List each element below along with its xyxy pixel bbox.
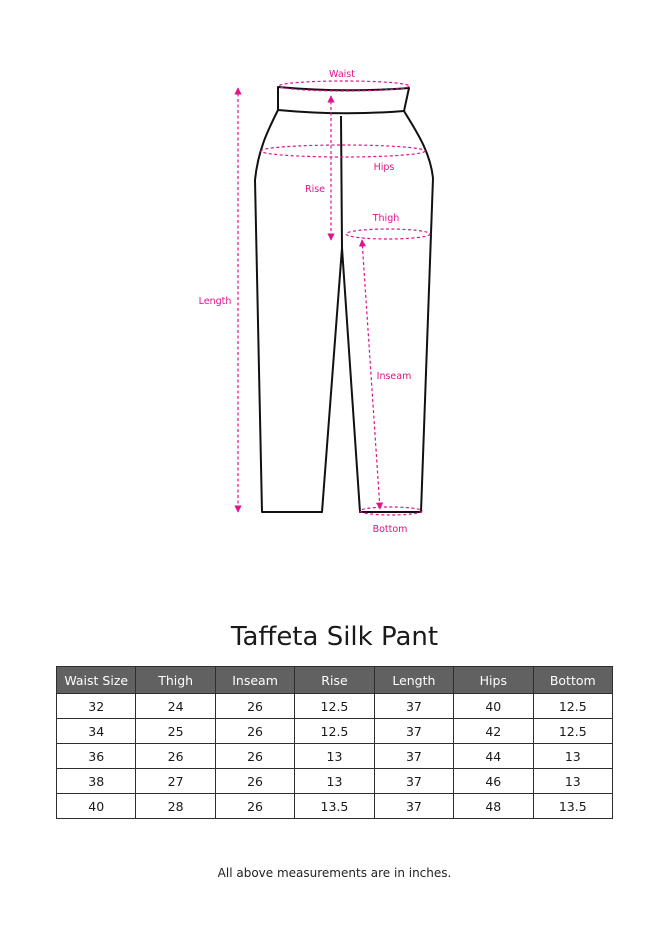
pant-outline — [255, 87, 433, 512]
cell-waist-size: 36 — [57, 744, 136, 769]
bottom-label: Bottom — [372, 524, 408, 535]
cell-hips: 40 — [454, 694, 533, 719]
cell-waist-size: 32 — [57, 694, 136, 719]
cell-waist-size: 34 — [57, 719, 136, 744]
cell-rise: 13 — [295, 744, 374, 769]
cell-hips: 46 — [454, 769, 533, 794]
cell-rise: 13 — [295, 769, 374, 794]
cell-rise: 13.5 — [295, 794, 374, 819]
cell-waist-size: 38 — [57, 769, 136, 794]
cell-bottom: 13 — [533, 744, 612, 769]
cell-rise: 12.5 — [295, 719, 374, 744]
thigh-label: Thigh — [372, 213, 400, 224]
cell-thigh: 28 — [136, 794, 215, 819]
cell-rise: 12.5 — [295, 694, 374, 719]
cell-length: 37 — [374, 719, 453, 744]
length-label: Length — [198, 296, 232, 307]
header-length: Length — [374, 667, 453, 694]
header-hips: Hips — [454, 667, 533, 694]
cell-thigh: 27 — [136, 769, 215, 794]
header-rise: Rise — [295, 667, 374, 694]
table-row — [57, 719, 613, 744]
hips-guide — [261, 145, 425, 157]
cell-inseam: 26 — [215, 744, 294, 769]
cell-hips: 48 — [454, 794, 533, 819]
cell-length: 37 — [374, 694, 453, 719]
measurement-unit-note: All above measurements are in inches. — [217, 866, 452, 880]
hips-label: Hips — [373, 162, 395, 173]
table-row — [57, 694, 613, 719]
size-chart-table — [56, 666, 613, 819]
pant-body — [255, 110, 433, 512]
cell-bottom: 12.5 — [533, 719, 612, 744]
cell-length: 37 — [374, 794, 453, 819]
cell-inseam: 26 — [215, 719, 294, 744]
waist-label: Waist — [329, 69, 355, 80]
cell-thigh: 26 — [136, 744, 215, 769]
rise-label: Rise — [304, 184, 326, 195]
cell-thigh: 25 — [136, 719, 215, 744]
cell-inseam: 26 — [215, 769, 294, 794]
measurement-guides — [238, 81, 430, 515]
cell-bottom: 13.5 — [533, 794, 612, 819]
header-waist-size: Waist Size — [57, 667, 136, 694]
inseam-label: Inseam — [376, 371, 412, 382]
header-thigh: Thigh — [136, 667, 215, 694]
cell-length: 37 — [374, 744, 453, 769]
thigh-guide — [346, 229, 430, 239]
cell-waist-size: 40 — [57, 794, 136, 819]
header-bottom: Bottom — [533, 667, 612, 694]
cell-bottom: 12.5 — [533, 694, 612, 719]
table-row — [57, 794, 613, 819]
cell-length: 37 — [374, 769, 453, 794]
cell-inseam: 26 — [215, 794, 294, 819]
cell-inseam: 26 — [215, 694, 294, 719]
cell-hips: 44 — [454, 744, 533, 769]
header-inseam: Inseam — [215, 667, 294, 694]
cell-bottom: 13 — [533, 769, 612, 794]
table-row — [57, 769, 613, 794]
cell-hips: 42 — [454, 719, 533, 744]
size-chart-title: Taffeta Silk Pant — [230, 622, 439, 652]
cell-thigh: 24 — [136, 694, 215, 719]
center-seam — [341, 116, 342, 248]
table-header-row — [57, 667, 613, 694]
table-row — [57, 744, 613, 769]
